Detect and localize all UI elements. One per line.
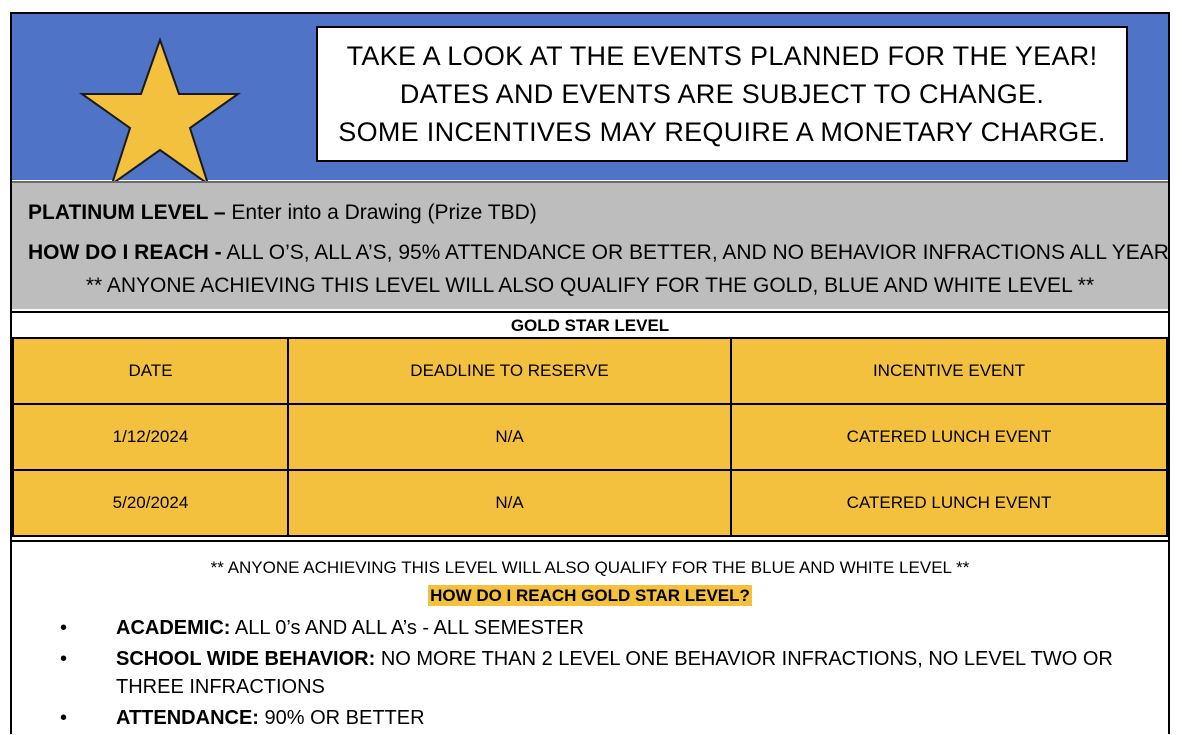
platinum-reach-label: HOW DO I REACH -	[28, 241, 222, 264]
gold-note: ** ANYONE ACHIEVING THIS LEVEL WILL ALSO QUALIFY FOR THE BLUE AND WHITE LEVEL **	[210, 558, 970, 577]
notice-box	[316, 26, 1128, 162]
platinum-section	[12, 181, 1168, 309]
column-header: INCENTIVE EVENT	[731, 338, 1167, 404]
requirement-label: ATTENDANCE:	[116, 707, 259, 729]
table-row	[13, 470, 1167, 536]
table-cell-date: 1/12/2024	[13, 404, 288, 470]
requirements-list	[54, 614, 1114, 735]
list-item	[54, 704, 1114, 732]
list-item	[54, 645, 1114, 701]
column-header: DATE	[13, 338, 288, 404]
gold-requirements-section	[12, 540, 1168, 729]
platinum-level-label: PLATINUM LEVEL –	[28, 201, 226, 224]
table-cell-date: 5/20/2024	[13, 470, 288, 536]
table-cell-deadline: N/A	[288, 404, 731, 470]
requirement-text: 90% OR BETTER	[258, 707, 425, 729]
table-row	[13, 404, 1167, 470]
table-cell-event: CATERED LUNCH EVENT	[731, 404, 1167, 470]
gold-howto-label: HOW DO I REACH GOLD STAR LEVEL?	[430, 586, 750, 605]
requirement-text: NO MORE THAN 2 LEVEL ONE BEHAVIOR INFRACTIONS, NO LEVEL TWO OR THREE INFRACTIONS	[116, 648, 1113, 698]
notice-line: TAKE A LOOK AT THE EVENTS PLANNED FOR THE YEAR!	[346, 41, 1098, 71]
gold-howto-heading	[12, 586, 1168, 606]
platinum-level-line	[28, 201, 537, 225]
platinum-reach-line	[28, 241, 1169, 265]
requirement-label: SCHOOL WIDE BEHAVIOR:	[116, 648, 376, 670]
table-cell-deadline: N/A	[288, 470, 731, 536]
list-item	[54, 614, 1114, 642]
gold-star-title: GOLD STAR LEVEL	[12, 311, 1168, 337]
table-header-row	[13, 338, 1167, 404]
star-icon	[78, 36, 242, 188]
table-cell-event: CATERED LUNCH EVENT	[731, 470, 1167, 536]
platinum-level-text: Enter into a Drawing (Prize TBD)	[225, 201, 537, 224]
platinum-note: ** ANYONE ACHIEVING THIS LEVEL WILL ALSO QUALIFY FOR THE GOLD, BLUE AND WHITE LEVEL **	[85, 274, 1095, 297]
column-header: DEADLINE TO RESERVE	[288, 338, 731, 404]
requirement-text: ALL 0’s AND ALL A’s - ALL SEMESTER	[230, 617, 584, 639]
requirement-label: ACADEMIC:	[116, 617, 231, 639]
notice-line: SOME INCENTIVES MAY REQUIRE A MONETARY CHARGE.	[338, 117, 1106, 147]
platinum-reach-text: ALL O’S, ALL A’S, 95% ATTENDANCE OR BETTER, AND NO BEHAVIOR INFRACTIONS ALL YEAR	[221, 241, 1169, 264]
gold-events-table	[12, 337, 1168, 537]
notice-line: DATES AND EVENTS ARE SUBJECT TO CHANGE.	[399, 79, 1045, 109]
